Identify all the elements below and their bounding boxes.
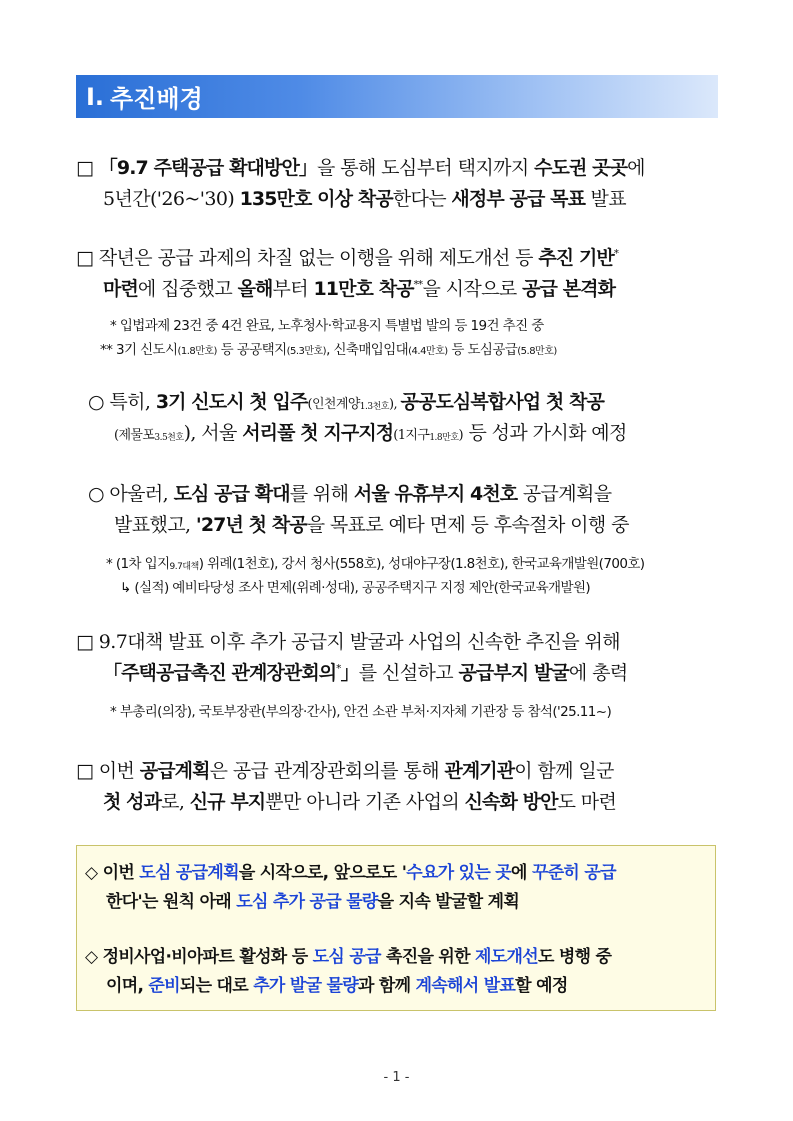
section-title: 추진배경 xyxy=(110,85,203,113)
footnote: * (1차 입지9.7대책) 위례(1천호), 강서 청사(558호), 성대야구장(1.8천호), 한국교육개발원(700호) xyxy=(106,556,645,572)
paragraph-line: ○ 아울러, 도심 공급 확대를 위해 서울 유휴부지 4천호 공급계획을 xyxy=(88,483,612,505)
summary-line: ◇ 정비사업·비아파트 활성화 등 도심 공급 촉진을 위한 제도개선도 병행 중 xyxy=(85,947,612,967)
summary-line: 한다'는 원칙 아래 도심 추가 공급 물량을 지속 발굴할 계획 xyxy=(106,892,520,912)
paragraph-line: ○ 특히, 3기 신도시 첫 입주(인천계양1.3천호), 공공도심복합사업 첫 착공 xyxy=(88,391,604,413)
summary-box xyxy=(76,845,716,1011)
paragraph-line: □ 이번 공급계획은 공급 관계장관회의를 통해 관계기관이 함께 일군 xyxy=(76,760,614,782)
paragraph-line: 첫 성과로, 신규 부지뿐만 아니라 기존 사업의 신속화 방안도 마련 xyxy=(103,791,617,813)
paragraph-line: 5년간('26~'30) 135만호 이상 착공한다는 새정부 공급 목표 발표 xyxy=(103,188,626,210)
section-number: Ⅰ. xyxy=(86,82,105,111)
paragraph-line: □ 「9.7 주택공급 확대방안」을 통해 도심부터 택지까지 수도권 곳곳에 xyxy=(76,157,645,179)
summary-line: ◇ 이번 도심 공급계획을 시작으로, 앞으로도 '수요가 있는 곳에 꾸준히 공급 xyxy=(85,863,616,883)
footnote: ** 3기 신도시(1.8만호) 등 공공택지(5.3만호), 신축매입임대(4.4만호) 등 도심공급(5.8만호) xyxy=(100,342,557,358)
paragraph-line: 마련에 집중했고 올해부터 11만호 착공**을 시작으로 공급 본격화 xyxy=(103,278,616,300)
summary-line: 이며, 준비되는 대로 추가 발굴 물량과 함께 계속해서 발표할 예정 xyxy=(106,976,568,996)
paragraph-line: (제물포3.5천호), 서울 서리풀 첫 지구지정(1지구1.8만호) 등 성과 가시화 예정 xyxy=(114,422,627,444)
footnote: * 부총리(의장), 국토부장관(부의장·간사), 안건 소관 부처·지자체 기관장 등 참석('25.11~) xyxy=(110,704,612,720)
footnote: * 입법과제 23건 중 4건 완료, 노후청사·학교용지 특별법 발의 등 19건 추진 중 xyxy=(110,318,544,334)
page-number: - 1 - xyxy=(383,1070,410,1085)
paragraph-line: 「주택공급촉진 관계장관회의*」를 신설하고 공급부지 발굴에 총력 xyxy=(103,662,628,684)
paragraph-line: 발표했고, '27년 첫 착공을 목표로 예타 면제 등 후속절차 이행 중 xyxy=(114,514,629,536)
footnote: ↳ (실적) 예비타당성 조사 면제(위례·성대), 공공주택지구 지정 제안(한국교육개발원) xyxy=(120,580,591,596)
paragraph-line: □ 9.7대책 발표 이후 추가 공급지 발굴과 사업의 신속한 추진을 위해 xyxy=(76,631,621,653)
paragraph-line: □ 작년은 공급 과제의 차질 없는 이행을 위해 제도개선 등 추진 기반* xyxy=(76,247,619,269)
section-header xyxy=(76,75,718,118)
